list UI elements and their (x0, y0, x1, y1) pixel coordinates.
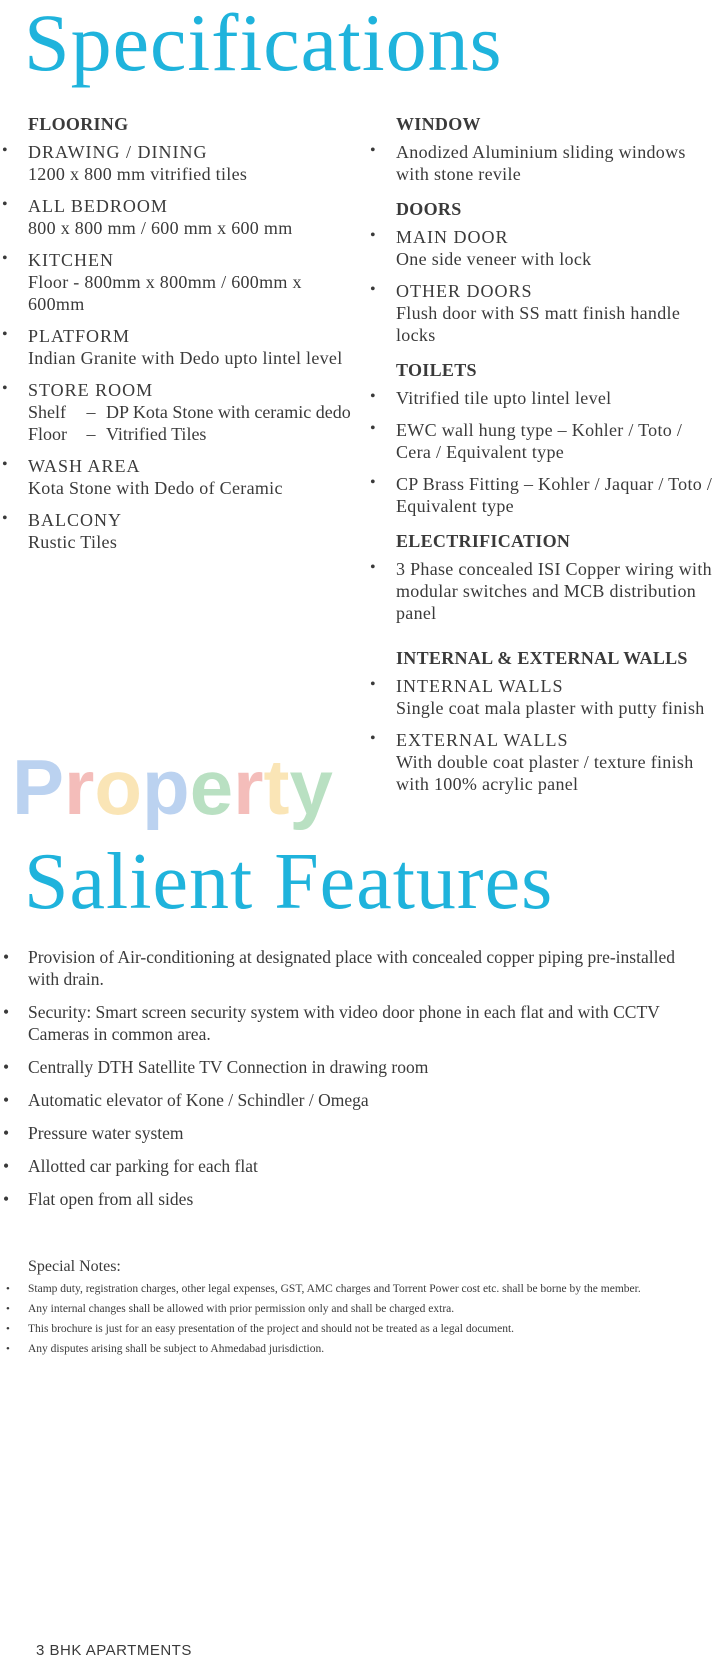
feature-item (3, 1001, 708, 1045)
spec-item-desc: Kota Stone with Dedo of Ceramic (28, 478, 283, 498)
spec-item (370, 419, 716, 463)
spec-item-desc: One side veneer with lock (396, 249, 592, 269)
property-watermark-logo (12, 752, 342, 832)
spec-item-desc: Floor - 800mm x 800mm / 600mm x 600mm (28, 272, 302, 314)
note-text: This brochure is just for an easy presentation of the project and should not be treated as a legal document. (28, 1323, 515, 1335)
section-heading: DOORS (396, 199, 462, 219)
spec-item (2, 509, 358, 553)
spec-list (370, 387, 716, 517)
bullet-icon: • (2, 326, 8, 343)
note-text: Stamp duty, registration charges, other legal expenses, GST, AMC charges and Torrent Power cost etc. shall be borne by the member. (28, 1283, 641, 1295)
feature-text: Flat open from all sides (28, 1189, 194, 1209)
bullet-icon: • (3, 1189, 10, 1209)
spec-item (370, 675, 716, 719)
watermark-letter: o (94, 752, 143, 831)
spec-section (370, 199, 716, 346)
feature-text: Centrally DTH Satellite TV Connection in drawing room (28, 1057, 429, 1077)
spec-item-name: KITCHEN (28, 250, 114, 270)
spec-item-desc: Indian Granite with Dedo upto lintel level (28, 348, 343, 368)
feature-text: Provision of Air-conditioning at designated place with concealed copper piping pre-installed with drain. (28, 947, 675, 989)
bullet-icon: • (370, 676, 376, 693)
spec-item (370, 387, 716, 409)
spec-item-desc: Rustic Tiles (28, 532, 118, 552)
bullet-icon: • (370, 559, 376, 576)
bullet-icon: • (2, 456, 8, 473)
section-heading: FLOORING (28, 114, 129, 134)
spec-item-name: PLATFORM (28, 326, 131, 346)
feature-item (3, 946, 708, 990)
spec-item-desc: CP Brass Fitting – Kohler / Jaquar / Toto / Equivalent type (396, 474, 713, 516)
section-heading: TOILETS (396, 360, 477, 380)
feature-text: Security: Smart screen security system with video door phone in each flat and with CCTV Cameras in common area. (28, 1002, 660, 1044)
spec-item (2, 455, 358, 499)
feature-item (3, 1122, 708, 1144)
spec-subtable-key: Shelf (28, 402, 66, 422)
bullet-icon: • (2, 510, 8, 527)
spec-item-desc: 1200 x 800 mm vitrified tiles (28, 164, 248, 184)
spec-item-name: OTHER DOORS (396, 281, 533, 301)
spec-subtable-key: Floor (28, 424, 68, 444)
feature-item (3, 1188, 708, 1210)
spec-item (370, 558, 716, 624)
bullet-icon: • (3, 1002, 10, 1022)
spec-item (370, 729, 716, 795)
watermark-letter: p (142, 752, 190, 831)
spec-section (370, 114, 716, 185)
spec-item-name: WASH AREA (28, 456, 141, 476)
spec-subtable-value: DP Kota Stone with ceramic dedo (106, 402, 351, 422)
bullet-icon: • (6, 1303, 10, 1315)
spec-list (370, 558, 716, 624)
watermark-letter: r (233, 752, 264, 831)
spec-item (370, 141, 716, 185)
feature-text: Allotted car parking for each flat (28, 1156, 258, 1176)
spec-subtable-row (28, 423, 351, 445)
spec-item-name: MAIN DOOR (396, 227, 509, 247)
spec-item (2, 249, 358, 315)
spec-item (2, 325, 358, 369)
spec-section (370, 648, 716, 795)
spec-item-name: ALL BEDROOM (28, 196, 168, 216)
spec-subtable-dash: – (86, 424, 96, 444)
bullet-icon: • (3, 1057, 10, 1077)
svg-text:Property (12, 752, 333, 831)
spec-list (370, 226, 716, 346)
specifications-right-column (370, 114, 716, 809)
spec-list (370, 675, 716, 795)
specifications-left-column (2, 114, 358, 567)
spec-item-desc: EWC wall hung type – Kohler / Toto / Cera / Equivalent type (396, 420, 683, 462)
spec-item (370, 280, 716, 346)
section-heading: WINDOW (396, 114, 481, 134)
bullet-icon: • (3, 1090, 10, 1110)
spec-subtable (28, 401, 351, 445)
salient-features-list (3, 946, 708, 1221)
spec-section (370, 360, 716, 517)
bullet-icon: • (2, 142, 8, 159)
spec-subtable-row (28, 401, 351, 423)
spec-item-desc: With double coat plaster / texture finish with 100% acrylic panel (396, 752, 694, 794)
spec-item-name: STORE ROOM (28, 380, 154, 400)
watermark-letter: e (189, 752, 234, 831)
bullet-icon: • (370, 142, 376, 159)
watermark-letter: t (263, 752, 290, 831)
bullet-icon: • (370, 388, 376, 405)
spec-section (2, 114, 358, 553)
watermark-letter: P (12, 752, 65, 831)
spec-item-name: DRAWING / DINING (28, 142, 208, 162)
spec-item-desc: Vitrified tile upto lintel level (396, 388, 612, 408)
bullet-icon: • (370, 227, 376, 244)
spec-subtable-dash: – (86, 402, 96, 422)
spec-list (370, 141, 716, 185)
bullet-icon: • (3, 947, 10, 967)
feature-text: Automatic elevator of Kone / Schindler / Omega (28, 1090, 369, 1110)
note-item (6, 1282, 688, 1297)
feature-item (3, 1155, 708, 1177)
spec-item-name: INTERNAL WALLS (396, 676, 564, 696)
bullet-icon: • (2, 380, 8, 397)
watermark-letter: y (289, 752, 333, 831)
section-heading: ELECTRIFICATION (396, 531, 571, 551)
special-notes (6, 1258, 688, 1362)
bullet-icon: • (6, 1283, 10, 1295)
note-item (6, 1302, 688, 1317)
salient-features-title: Salient Features (24, 838, 554, 926)
note-text: Any disputes arising shall be subject to Ahmedabad jurisdiction. (28, 1343, 325, 1355)
bullet-icon: • (370, 281, 376, 298)
spec-item-desc: 800 x 800 mm / 600 mm x 600 mm (28, 218, 293, 238)
spec-item-desc: 3 Phase concealed ISI Copper wiring with modular switches and MCB distribution panel (396, 559, 712, 623)
feature-item (3, 1056, 708, 1078)
spec-item-desc: Anodized Aluminium sliding windows with stone revile (396, 142, 686, 184)
bullet-icon: • (3, 1156, 10, 1176)
watermark-letter: r (64, 752, 95, 831)
spec-item (2, 379, 358, 445)
spec-item (2, 141, 358, 185)
bullet-icon: • (370, 730, 376, 747)
spec-list (2, 141, 358, 553)
specifications-title: Specifications (24, 0, 503, 88)
spec-item-name: BALCONY (28, 510, 123, 530)
bullet-icon: • (6, 1323, 10, 1335)
note-item (6, 1342, 688, 1357)
spec-subtable-value: Vitrified Tiles (106, 424, 207, 444)
feature-text: Pressure water system (28, 1123, 184, 1143)
special-notes-title: Special Notes: (28, 1258, 121, 1275)
bullet-icon: • (2, 250, 8, 267)
bullet-icon: • (6, 1343, 10, 1355)
spec-section (370, 531, 716, 624)
spec-item (2, 195, 358, 239)
bullet-icon: • (370, 420, 376, 437)
spec-item-desc: Flush door with SS matt finish handle locks (396, 303, 681, 345)
bullet-icon: • (2, 196, 8, 213)
bullet-icon: • (3, 1123, 10, 1143)
section-heading: INTERNAL & EXTERNAL WALLS (396, 648, 688, 668)
note-item (6, 1322, 688, 1337)
spec-item (370, 473, 716, 517)
feature-item (3, 1089, 708, 1111)
note-text: Any internal changes shall be allowed with prior permission only and shall be charged extra. (28, 1303, 455, 1315)
footer-label: 3 BHK APARTMENTS (36, 1642, 192, 1659)
spec-item (370, 226, 716, 270)
bullet-icon: • (370, 474, 376, 491)
spec-item-desc: Single coat mala plaster with putty finish (396, 698, 705, 718)
spec-item-name: EXTERNAL WALLS (396, 730, 569, 750)
